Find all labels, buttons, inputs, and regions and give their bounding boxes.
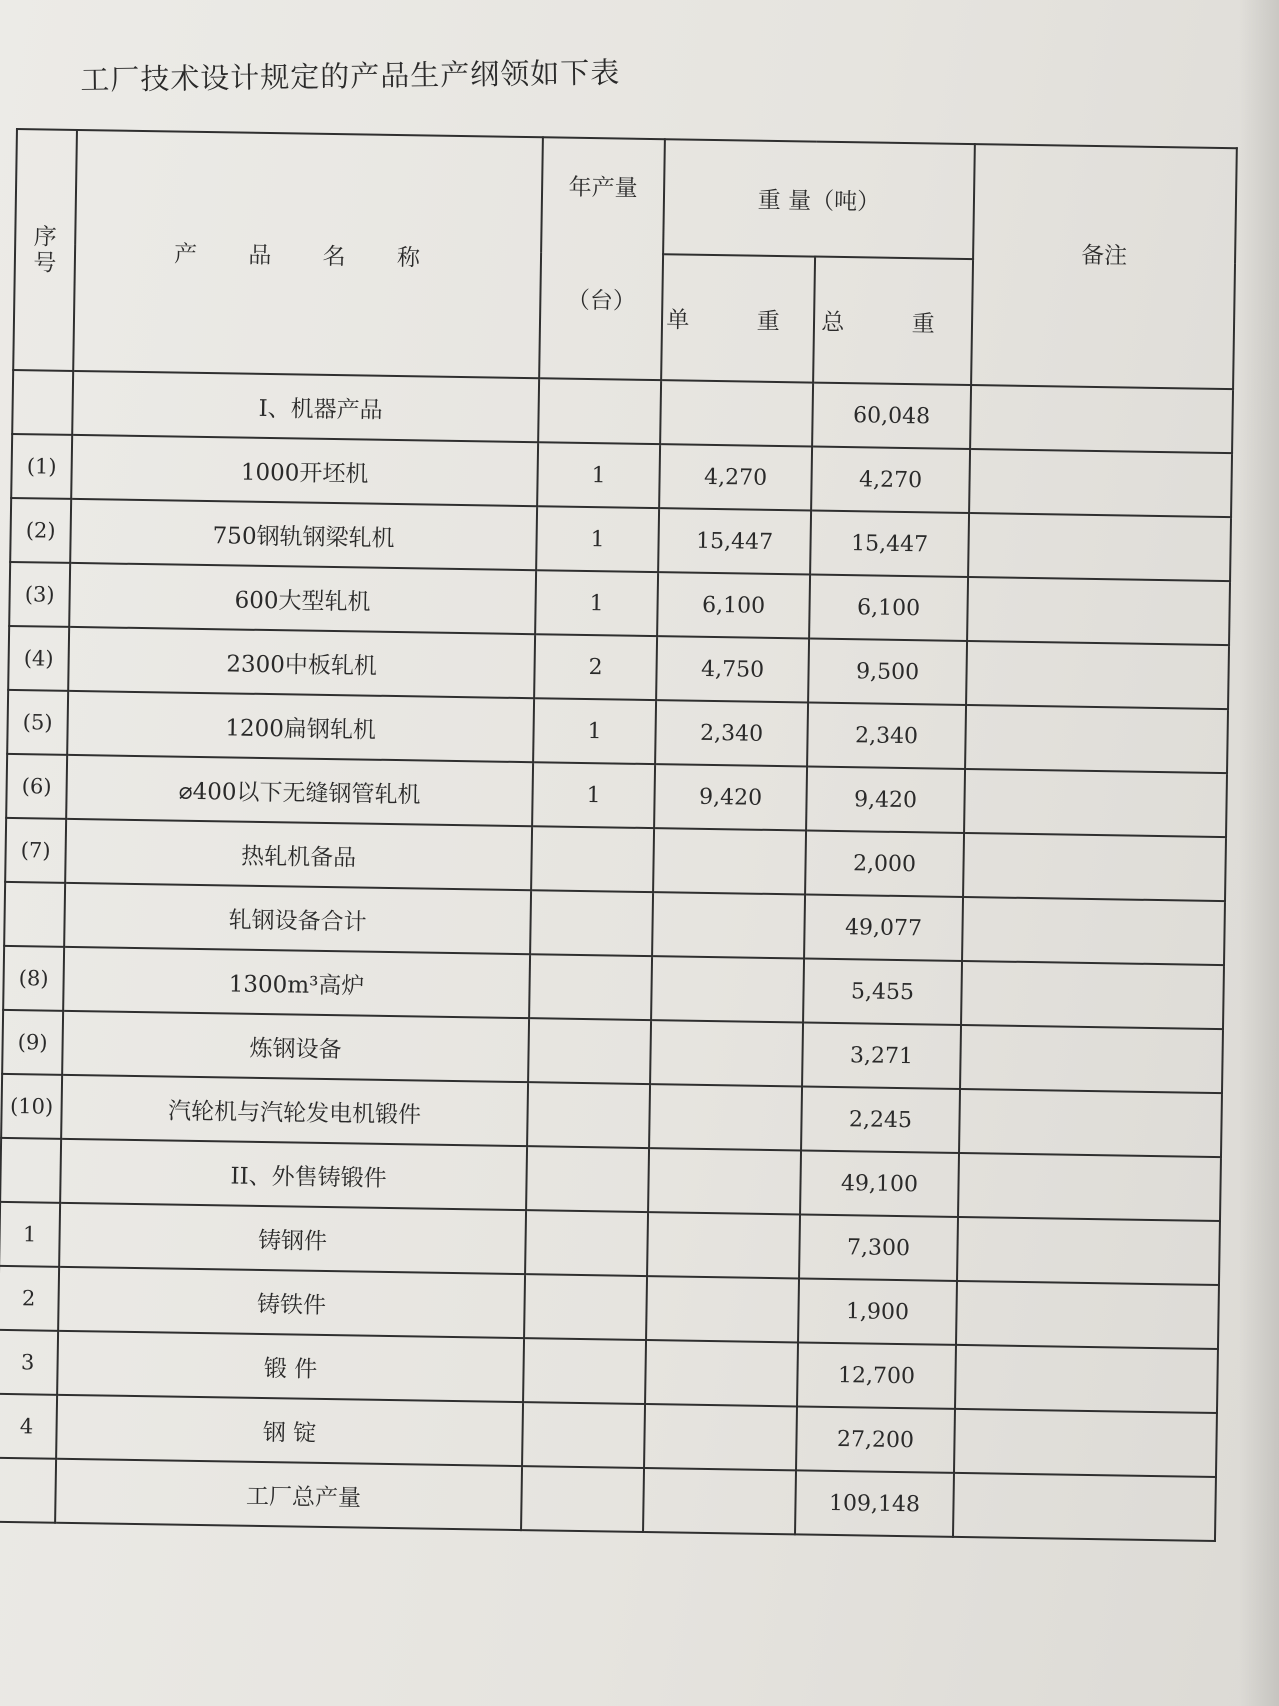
cell-remark <box>967 577 1230 645</box>
cell-unit-weight <box>645 1340 798 1406</box>
cell-seq: (3) <box>9 562 70 627</box>
cell-remark <box>961 961 1224 1029</box>
cell-qty <box>524 1274 647 1340</box>
cell-remark <box>955 1345 1218 1413</box>
cell-product-name: 2300中板轧机 <box>68 627 535 698</box>
cell-unit-weight <box>660 380 813 446</box>
header-seq-label: 序号 <box>33 223 57 277</box>
cell-remark <box>965 705 1228 773</box>
production-table <box>0 128 1238 1542</box>
cell-remark <box>953 1473 1216 1541</box>
header-product-name <box>73 130 543 378</box>
cell-total-weight: 109,148 <box>795 1470 954 1536</box>
header-row-1 <box>15 129 1237 263</box>
cell-seq: (5) <box>7 690 68 755</box>
cell-product-name: 热轧机备品 <box>65 819 532 890</box>
cell-unit-weight: 2,340 <box>655 700 808 766</box>
cell-product-name: 铸钢件 <box>59 1203 526 1274</box>
cell-seq <box>0 1458 56 1523</box>
cell-total-weight: 60,048 <box>812 383 971 449</box>
header-unit-weight <box>661 254 815 382</box>
cell-unit-weight <box>653 828 806 894</box>
document-title: 工厂技术设计规定的产品生产纲领如下表 <box>80 55 621 97</box>
cell-unit-weight <box>647 1212 800 1278</box>
cell-seq: (4) <box>8 626 69 691</box>
cell-unit-weight <box>650 1020 803 1086</box>
cell-remark <box>958 1153 1221 1221</box>
cell-qty <box>530 890 653 956</box>
cell-seq: 2 <box>0 1266 59 1331</box>
cell-product-name: 1000开坯机 <box>71 435 538 506</box>
cell-remark <box>960 1025 1223 1093</box>
cell-total-weight: 2,000 <box>805 830 964 896</box>
cell-seq: 4 <box>0 1394 57 1459</box>
cell-qty <box>528 1018 651 1084</box>
cell-total-weight: 2,245 <box>801 1086 960 1152</box>
header-seq <box>13 129 77 371</box>
cell-total-weight: 1,900 <box>798 1278 957 1344</box>
cell-total-weight: 7,300 <box>799 1214 958 1280</box>
cell-unit-weight <box>651 956 804 1022</box>
cell-qty: 1 <box>536 506 659 572</box>
cell-seq: (1) <box>11 434 72 499</box>
cell-unit-weight <box>649 1084 802 1150</box>
cell-total-weight: 5,455 <box>803 958 962 1024</box>
cell-product-name: 炼钢设备 <box>62 1011 529 1082</box>
cell-seq: (9) <box>2 1010 63 1075</box>
cell-qty <box>531 826 654 892</box>
cell-qty: 1 <box>537 442 660 508</box>
header-annual-output-unit: （台） <box>566 287 637 315</box>
cell-total-weight: 15,447 <box>810 511 969 577</box>
cell-seq: (7) <box>5 818 66 883</box>
cell-unit-weight: 6,100 <box>657 572 810 638</box>
cell-seq: (6) <box>6 754 67 819</box>
header-weight-label: 重 量（吨） <box>757 187 881 216</box>
cell-total-weight: 49,100 <box>800 1150 959 1216</box>
cell-qty <box>526 1146 649 1212</box>
cell-remark <box>962 897 1225 965</box>
cell-remark <box>954 1409 1217 1477</box>
cell-seq: 1 <box>0 1202 60 1267</box>
cell-product-name: ⌀400以下无缝钢管轧机 <box>66 755 533 826</box>
cell-seq: 3 <box>0 1330 58 1395</box>
cell-total-weight: 49,077 <box>804 894 963 960</box>
production-table-wrap <box>0 128 1238 1542</box>
cell-qty: 1 <box>532 762 655 828</box>
header-annual-output <box>539 137 665 380</box>
cell-qty <box>521 1466 644 1532</box>
cell-unit-weight <box>646 1276 799 1342</box>
cell-product-name: 工厂总产量 <box>55 1459 522 1530</box>
header-remark-label: 备注 <box>1080 242 1128 270</box>
cell-total-weight: 9,420 <box>806 767 965 833</box>
page-edge-shadow <box>1239 0 1279 1706</box>
header-total-weight-label: 总 重 <box>821 309 965 338</box>
cell-seq <box>0 1138 61 1203</box>
cell-qty: 1 <box>533 698 656 764</box>
cell-unit-weight: 9,420 <box>654 764 807 830</box>
cell-qty: 2 <box>534 634 657 700</box>
cell-qty <box>525 1210 648 1276</box>
cell-unit-weight: 4,270 <box>659 444 812 510</box>
cell-product-name: 锻 件 <box>57 1331 524 1402</box>
cell-remark <box>969 449 1232 517</box>
cell-qty <box>538 378 661 444</box>
cell-product-name: 1300m³高炉 <box>63 947 530 1018</box>
cell-seq <box>12 370 73 435</box>
header-weight <box>663 139 975 259</box>
cell-remark <box>959 1089 1222 1157</box>
cell-remark <box>970 385 1233 453</box>
header-product-name-label: 产 品 名 称 <box>173 241 443 272</box>
header-total-weight <box>813 257 973 385</box>
cell-product-name: 1200扁钢轧机 <box>67 691 534 762</box>
cell-unit-weight <box>644 1404 797 1470</box>
header-remark <box>971 144 1237 389</box>
cell-unit-weight: 15,447 <box>658 508 811 574</box>
cell-seq: (10) <box>1 1074 62 1139</box>
cell-total-weight: 9,500 <box>808 639 967 705</box>
cell-seq: (2) <box>10 498 71 563</box>
cell-remark <box>956 1281 1219 1349</box>
cell-total-weight: 2,340 <box>807 703 966 769</box>
cell-product-name: 750钢轨钢梁轧机 <box>70 499 537 570</box>
cell-product-name: 600大型轧机 <box>69 563 536 634</box>
cell-total-weight: 3,271 <box>802 1022 961 1088</box>
cell-product-name: 铸铁件 <box>58 1267 525 1338</box>
cell-remark <box>968 513 1231 581</box>
cell-remark <box>964 769 1227 837</box>
cell-total-weight: 6,100 <box>809 575 968 641</box>
cell-total-weight: 27,200 <box>796 1406 955 1472</box>
cell-qty <box>527 1082 650 1148</box>
cell-qty <box>522 1402 645 1468</box>
cell-product-name: 轧钢设备合计 <box>64 883 531 954</box>
cell-product-name: II、外售铸锻件 <box>60 1139 527 1210</box>
cell-qty <box>529 954 652 1020</box>
cell-product-name: 钢 锭 <box>56 1395 523 1466</box>
cell-product-name: I、机器产品 <box>72 371 539 442</box>
cell-qty: 1 <box>535 570 658 636</box>
cell-unit-weight: 4,750 <box>656 636 809 702</box>
cell-unit-weight <box>643 1468 796 1534</box>
cell-seq: (8) <box>3 946 64 1011</box>
cell-remark <box>957 1217 1220 1285</box>
cell-remark <box>966 641 1229 709</box>
cell-remark <box>963 833 1226 901</box>
header-unit-weight-label: 单 重 <box>666 306 810 335</box>
cell-qty <box>523 1338 646 1404</box>
cell-total-weight: 12,700 <box>797 1342 956 1408</box>
cell-total-weight: 4,270 <box>811 447 970 513</box>
cell-seq <box>4 882 65 947</box>
header-annual-output-label: 年产量 <box>568 174 638 202</box>
cell-unit-weight <box>648 1148 801 1214</box>
cell-product-name: 汽轮机与汽轮发电机锻件 <box>61 1075 528 1146</box>
cell-unit-weight <box>652 892 805 958</box>
